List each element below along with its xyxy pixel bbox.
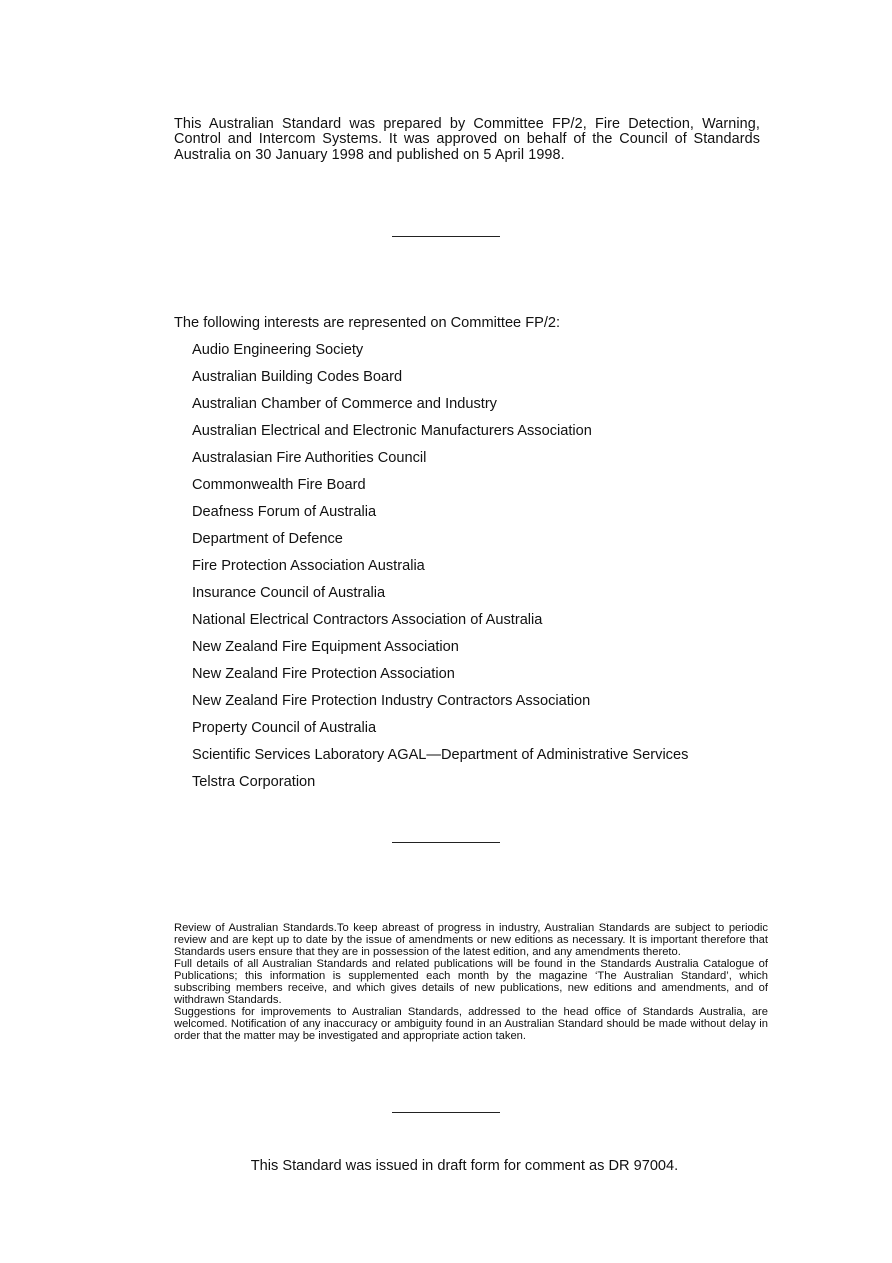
list-item: Fire Protection Association Australia bbox=[192, 558, 425, 574]
divider-rule bbox=[392, 236, 500, 237]
review-paragraph: Review of Australian Standards.To keep abreast of progress in industry, Australian Standards are subject to periodic review and are kept up to date by the issue of amendments or new editions as necessary. It is important therefore that Standards users ensure that they are in possession of the latest edition, and any amendments thereto. bbox=[174, 922, 768, 958]
divider-rule bbox=[392, 1112, 500, 1113]
list-item: New Zealand Fire Protection Industry Contractors Association bbox=[192, 693, 591, 709]
list-item: Australasian Fire Authorities Council bbox=[192, 450, 427, 466]
list-item: New Zealand Fire Equipment Association bbox=[192, 639, 459, 655]
list-item: New Zealand Fire Protection Association bbox=[192, 666, 455, 682]
list-item: Australian Chamber of Commerce and Industry bbox=[192, 396, 497, 412]
divider-rule bbox=[392, 842, 500, 843]
list-item: Audio Engineering Society bbox=[192, 342, 364, 358]
catalogue-paragraph: Full details of all Australian Standards and related publications will be found in the Standards Australia Catalogue of Publications; this information is supplemented each month by the magazine ‘The Australian Standard’, which subscribing members receive, and which gives details of new publications, new editions and amendments, and of withdrawn Standards. bbox=[174, 958, 768, 1006]
list-item: Australian Electrical and Electronic Manufacturers Association bbox=[192, 423, 592, 439]
interests-list bbox=[192, 341, 688, 800]
list-item: Department of Defence bbox=[192, 531, 343, 547]
list-item: Commonwealth Fire Board bbox=[192, 477, 366, 493]
review-notice bbox=[174, 922, 768, 1042]
list-item: Australian Building Codes Board bbox=[192, 369, 403, 385]
list-item: Insurance Council of Australia bbox=[192, 585, 386, 601]
interests-intro: The following interests are represented on Committee FP/2: bbox=[174, 315, 561, 331]
suggestions-paragraph: Suggestions for improvements to Australian Standards, addressed to the head office of Standards Australia, are welcomed. Notification of any inaccuracy or ambiguity found in an Australian Standard should be made without delay in order that the matter may be investigated and appropriate action taken. bbox=[174, 1006, 768, 1042]
draft-note: This Standard was issued in draft form for comment as DR 97004. bbox=[250, 1158, 679, 1174]
preparation-note: This Australian Standard was prepared by Committee FP/2, Fire Detection, Warning, Control and Intercom Systems. It was approved on behalf of the Council of Standards Australia on 30 January 1998 and published on 5 April 1998. bbox=[174, 116, 760, 163]
list-item: National Electrical Contractors Association of Australia bbox=[192, 612, 543, 628]
list-item: Property Council of Australia bbox=[192, 720, 377, 736]
list-item: Deafness Forum of Australia bbox=[192, 504, 377, 520]
list-item: Scientific Services Laboratory AGAL—Department of Administrative Services bbox=[192, 747, 689, 763]
list-item: Telstra Corporation bbox=[192, 774, 316, 790]
